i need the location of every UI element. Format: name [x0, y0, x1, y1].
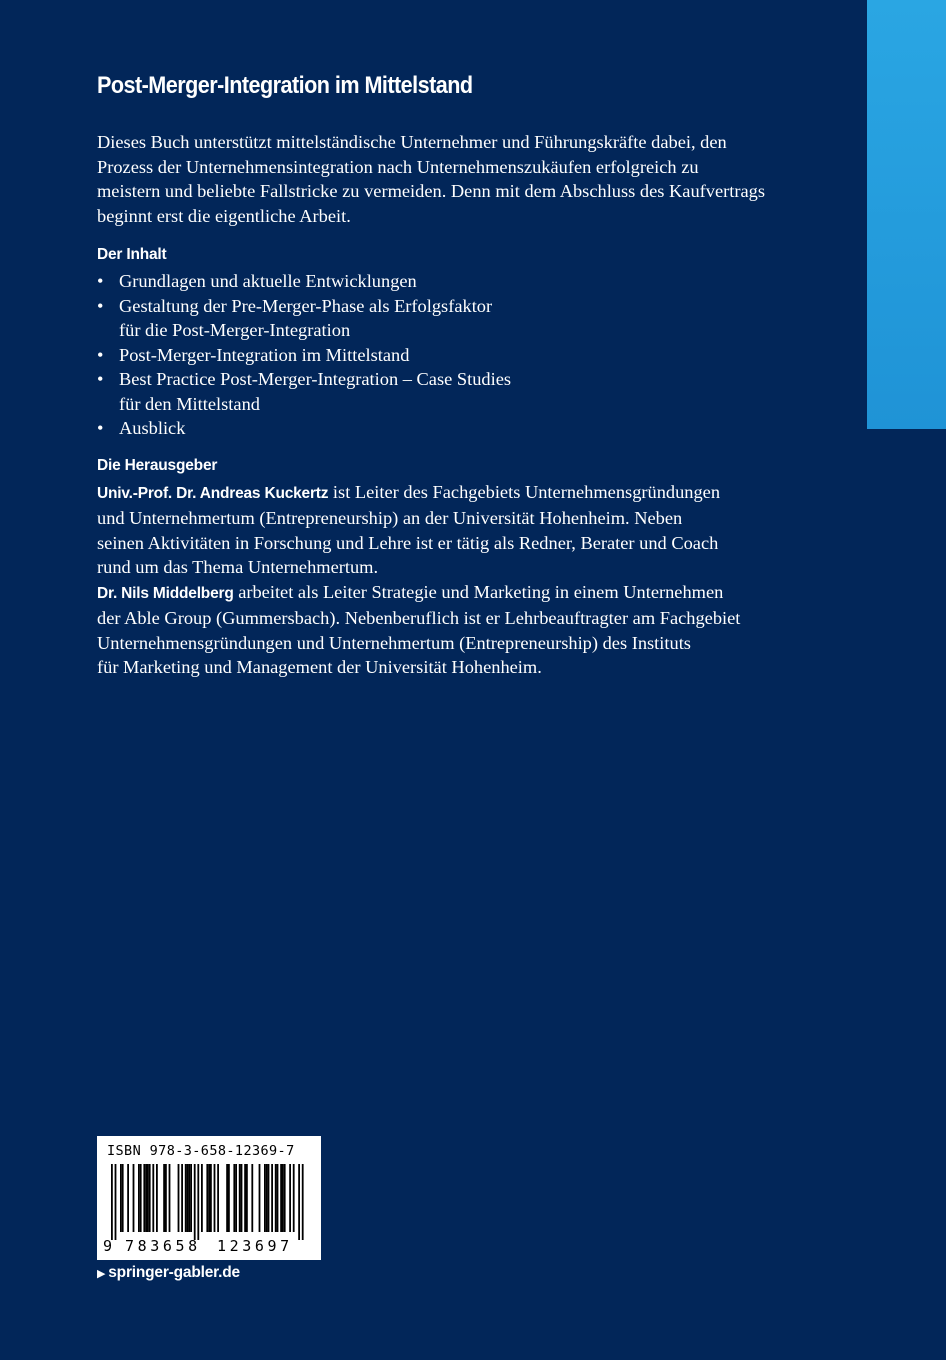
intro-paragraph — [97, 130, 777, 228]
accent-strip — [867, 0, 946, 429]
list-item — [97, 294, 777, 343]
barcode-bar — [133, 1164, 135, 1232]
bullet-icon: • — [97, 418, 104, 438]
editor-bio-kuckertz — [97, 480, 777, 580]
barcode-bar — [239, 1164, 241, 1232]
arrow-right-icon: ▶ — [97, 1268, 106, 1280]
barcode-bar — [178, 1164, 180, 1232]
barcode-bar — [271, 1164, 273, 1232]
barcode-bar — [266, 1164, 268, 1232]
bio-text: ist Leiter des Fachgebiets Unternehmensgründungen — [328, 481, 721, 502]
barcode-bar — [208, 1164, 210, 1232]
barcode-bar — [226, 1164, 228, 1232]
barcode-bar — [282, 1164, 284, 1232]
intro-line: meistern und beliebte Fallstricke zu vermeiden. Denn mit dem Abschluss des Kaufvertrags — [97, 181, 766, 201]
intro-line: Dieses Buch unterstützt mittelständische Unternehmer und Führungskräfte dabei, den — [97, 132, 727, 152]
barcode-bar — [210, 1164, 212, 1232]
back-cover-text — [97, 72, 777, 680]
barcode-bar — [246, 1164, 248, 1232]
publisher-url: springer-gabler.de — [108, 1264, 240, 1281]
barcode-bar — [277, 1164, 279, 1232]
barcode-bar — [233, 1164, 235, 1232]
barcode-bar — [169, 1164, 171, 1232]
isbn-label: ISBN 978-3-658-12369-7 — [107, 1143, 295, 1159]
barcode-bar — [140, 1164, 142, 1232]
list-item — [97, 343, 777, 368]
barcode-bar — [185, 1164, 187, 1232]
barcode-bar — [264, 1164, 266, 1232]
barcode-bar — [152, 1164, 154, 1232]
barcode-bar — [244, 1164, 246, 1232]
barcode-bar — [127, 1164, 129, 1232]
barcode-bar — [145, 1164, 147, 1232]
barcode-bar — [298, 1164, 300, 1240]
barcode-bar — [241, 1164, 243, 1232]
barcode-bar — [115, 1164, 117, 1240]
list-item — [97, 269, 777, 294]
contents-list — [97, 269, 777, 441]
barcode-bar — [122, 1164, 124, 1232]
editors-heading: Die Herausgeber — [97, 456, 218, 474]
list-item-text: für die Post-Merger-Integration — [119, 320, 351, 340]
barcode-bar — [120, 1164, 122, 1232]
editor-name: Dr. Nils Middelberg — [97, 584, 234, 602]
barcode-bar — [217, 1164, 219, 1232]
barcode-bar — [143, 1164, 145, 1232]
bio-text: und Unternehmertum (Entrepreneurship) an der Universität Hohenheim. Neben — [97, 508, 683, 528]
list-item-text: Best Practice Post-Merger-Integration – Case Studies — [119, 369, 512, 389]
list-item-text: Ausblick — [119, 418, 186, 438]
isbn-barcode — [97, 1136, 321, 1260]
barcode-bar — [201, 1164, 203, 1232]
barcode-bar — [147, 1164, 149, 1232]
list-item — [97, 367, 777, 416]
barcode-bar — [275, 1164, 277, 1232]
barcode-bar — [149, 1164, 151, 1232]
barcode-bar — [228, 1164, 230, 1232]
barcode-bar — [235, 1164, 237, 1232]
barcode-bar — [111, 1164, 113, 1240]
barcode-bar — [163, 1164, 165, 1232]
bio-text: arbeitet als Leiter Strategie und Marketing in einem Unternehmen — [233, 581, 724, 602]
barcode-bar — [251, 1164, 253, 1232]
editor-bio-middelberg — [97, 580, 777, 680]
barcode-bar — [214, 1164, 216, 1232]
list-item-text: Post-Merger-Integration im Mittelstand — [119, 344, 410, 365]
barcode-bar — [190, 1164, 192, 1232]
barcode-bar — [181, 1164, 183, 1232]
bullet-icon: • — [97, 295, 104, 316]
barcode-bar — [165, 1164, 167, 1232]
publisher-link[interactable] — [97, 1264, 240, 1282]
bio-text: der Able Group (Gummersbach). Nebenberuflich ist er Lehrbeauftragter am Fachgebiet — [97, 608, 741, 628]
intro-line: beginnt erst die eigentliche Arbeit. — [97, 205, 351, 226]
list-item-text: Gestaltung der Pre-Merger-Phase als Erfolgsfaktor — [119, 295, 493, 316]
bio-text: seinen Aktivitäten in Forschung und Lehre ist er tätig als Redner, Berater und Coach — [97, 532, 719, 553]
barcode-bar — [289, 1164, 291, 1232]
barcode-bar — [194, 1164, 196, 1240]
list-item-text: Grundlagen und aktuelle Entwicklungen — [119, 271, 417, 291]
barcode-bar — [293, 1164, 295, 1232]
barcode-bar — [187, 1164, 189, 1232]
intro-line: Prozess der Unternehmensintegration nach Unternehmenszukäufen erfolgreich zu — [97, 156, 699, 177]
bio-text: rund um das Thema Unternehmertum. — [97, 557, 379, 577]
ean-digits-right: 123697 — [217, 1237, 293, 1255]
barcode-bar — [138, 1164, 140, 1232]
barcode-bar — [197, 1164, 199, 1240]
barcode-bar — [259, 1164, 261, 1232]
barcode-bar — [302, 1164, 304, 1240]
bullet-icon: • — [97, 271, 104, 291]
barcode-bar — [156, 1164, 158, 1232]
contents-heading: Der Inhalt — [97, 246, 167, 263]
list-item-text: für den Mittelstand — [119, 393, 260, 414]
bio-text: Unternehmensgründungen und Unternehmertum (Entrepreneurship) des Instituts — [97, 632, 691, 653]
editor-name: Univ.-Prof. Dr. Andreas Kuckertz — [97, 484, 329, 502]
bio-text: für Marketing und Management der Universität Hohenheim. — [97, 657, 542, 677]
bullet-icon: • — [97, 344, 104, 365]
barcode-bars-icon — [111, 1164, 307, 1240]
barcode-bar — [280, 1164, 282, 1232]
barcode-bar — [206, 1164, 208, 1232]
ean-digit-prefix: 9 — [103, 1237, 113, 1255]
bullet-icon: • — [97, 369, 104, 389]
list-item — [97, 416, 777, 441]
ean-digits-left: 783658 — [125, 1237, 201, 1255]
barcode-bar — [188, 1164, 190, 1232]
book-title: Post-Merger-Integration im Mittelstand — [97, 72, 473, 99]
barcode-bar — [284, 1164, 286, 1232]
barcode-bar — [268, 1164, 270, 1232]
